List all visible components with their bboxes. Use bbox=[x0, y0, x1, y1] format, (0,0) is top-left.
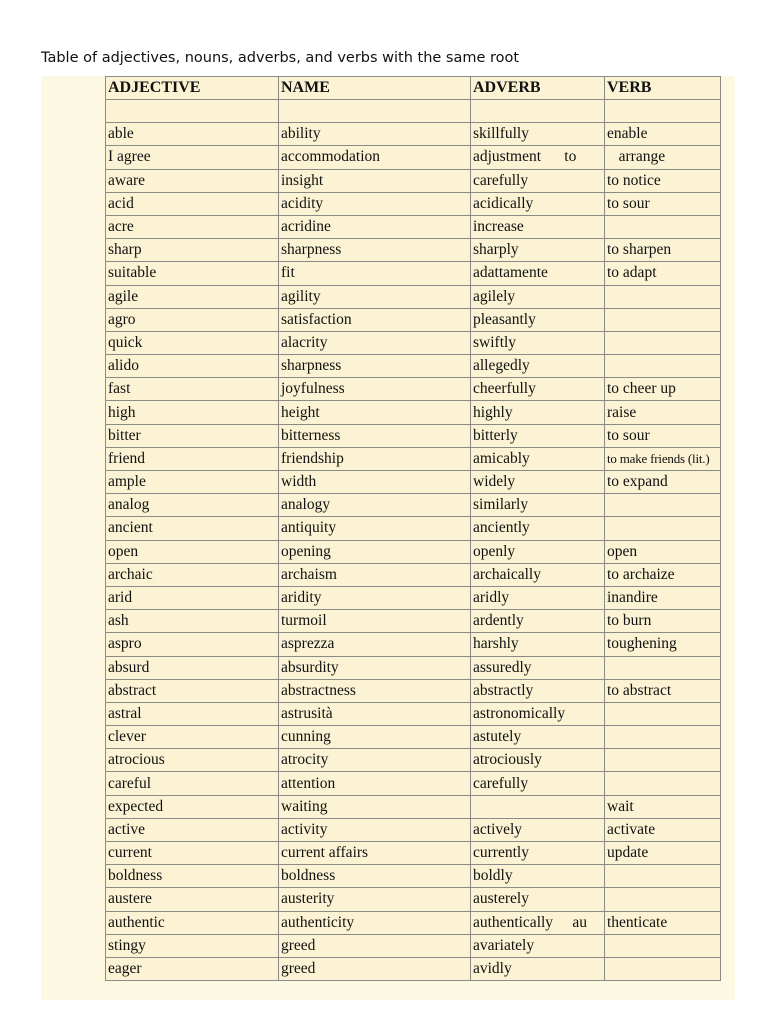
adverb-cell: actively bbox=[471, 818, 605, 841]
adjective-cell: acre bbox=[106, 215, 279, 238]
noun-cell: absurdity bbox=[279, 656, 471, 679]
table-row bbox=[106, 842, 721, 865]
adverb-cell: assuredly bbox=[471, 656, 605, 679]
noun-cell: asprezza bbox=[279, 633, 471, 656]
adjective-cell: friend bbox=[106, 447, 279, 470]
adverb-cell: abstractly bbox=[471, 679, 605, 702]
noun-cell: austerity bbox=[279, 888, 471, 911]
noun-cell: friendship bbox=[279, 447, 471, 470]
verb-cell bbox=[605, 888, 721, 911]
adverb-cell: ardently bbox=[471, 610, 605, 633]
adjective-cell: bitter bbox=[106, 424, 279, 447]
adverb-cell: aridly bbox=[471, 586, 605, 609]
verb-cell: inandire bbox=[605, 586, 721, 609]
adverb-cell: highly bbox=[471, 401, 605, 424]
table-row bbox=[106, 123, 721, 146]
verb-cell bbox=[605, 331, 721, 354]
table-row bbox=[106, 471, 721, 494]
noun-cell: analogy bbox=[279, 494, 471, 517]
verb-cell: to notice bbox=[605, 169, 721, 192]
noun-cell: insight bbox=[279, 169, 471, 192]
table-row bbox=[106, 192, 721, 215]
table-row bbox=[106, 355, 721, 378]
adjective-cell: analog bbox=[106, 494, 279, 517]
adjective-cell: archaic bbox=[106, 563, 279, 586]
verb-cell: to expand bbox=[605, 471, 721, 494]
adjective-cell: careful bbox=[106, 772, 279, 795]
adverb-cell: atrociously bbox=[471, 749, 605, 772]
verb-cell: to cheer up bbox=[605, 378, 721, 401]
table-row bbox=[106, 911, 721, 934]
noun-cell: alacrity bbox=[279, 331, 471, 354]
adjective-cell: high bbox=[106, 401, 279, 424]
noun-cell: attention bbox=[279, 772, 471, 795]
table-row bbox=[106, 656, 721, 679]
noun-cell: satisfaction bbox=[279, 308, 471, 331]
word-root-table bbox=[105, 76, 721, 981]
noun-cell: greed bbox=[279, 957, 471, 980]
verb-cell bbox=[605, 285, 721, 308]
verb-cell bbox=[605, 726, 721, 749]
table-row bbox=[106, 540, 721, 563]
adjective-cell: eager bbox=[106, 957, 279, 980]
adjective-cell: authentic bbox=[106, 911, 279, 934]
table-header-row bbox=[106, 77, 721, 100]
noun-cell: acidity bbox=[279, 192, 471, 215]
table-body bbox=[106, 100, 721, 981]
verb-cell: to burn bbox=[605, 610, 721, 633]
adjective-cell: current bbox=[106, 842, 279, 865]
noun-cell: authenticity bbox=[279, 911, 471, 934]
verb-cell: to archaize bbox=[605, 563, 721, 586]
noun-cell: astrusità bbox=[279, 702, 471, 725]
verb-cell: wait bbox=[605, 795, 721, 818]
verb-cell bbox=[605, 355, 721, 378]
verb-cell: toughening bbox=[605, 633, 721, 656]
verb-cell: to abstract bbox=[605, 679, 721, 702]
page-title: Table of adjectives, nouns, adverbs, and verbs with the same root bbox=[41, 50, 520, 66]
adverb-cell: amicably bbox=[471, 447, 605, 470]
noun-cell: boldness bbox=[279, 865, 471, 888]
noun-cell: activity bbox=[279, 818, 471, 841]
adjective-cell: active bbox=[106, 818, 279, 841]
noun-cell: turmoil bbox=[279, 610, 471, 633]
table-row bbox=[106, 610, 721, 633]
verb-cell bbox=[605, 494, 721, 517]
adjective-cell: aware bbox=[106, 169, 279, 192]
adjective-cell: acid bbox=[106, 192, 279, 215]
verb-cell bbox=[605, 215, 721, 238]
verb-cell: update bbox=[605, 842, 721, 865]
table-row bbox=[106, 401, 721, 424]
noun-cell: abstractness bbox=[279, 679, 471, 702]
adverb-cell: austerely bbox=[471, 888, 605, 911]
table-row bbox=[106, 957, 721, 980]
adjective-cell: open bbox=[106, 540, 279, 563]
table-row bbox=[106, 563, 721, 586]
adverb-cell: sharply bbox=[471, 239, 605, 262]
adverb-cell: harshly bbox=[471, 633, 605, 656]
noun-cell: acridine bbox=[279, 215, 471, 238]
noun-cell: bitterness bbox=[279, 424, 471, 447]
table-row bbox=[106, 285, 721, 308]
adjective-cell: suitable bbox=[106, 262, 279, 285]
verb-cell bbox=[605, 934, 721, 957]
adjective-cell: austere bbox=[106, 888, 279, 911]
adjective-cell: stingy bbox=[106, 934, 279, 957]
adverb-cell: boldly bbox=[471, 865, 605, 888]
table-row bbox=[106, 494, 721, 517]
adjective-cell: atrocious bbox=[106, 749, 279, 772]
verb-cell: to adapt bbox=[605, 262, 721, 285]
adverb-cell: increase bbox=[471, 215, 605, 238]
table-row bbox=[106, 331, 721, 354]
table-row bbox=[106, 146, 721, 169]
noun-cell: greed bbox=[279, 934, 471, 957]
adjective-cell: aspro bbox=[106, 633, 279, 656]
adverb-cell: swiftly bbox=[471, 331, 605, 354]
table-row bbox=[106, 934, 721, 957]
adverb-cell: agilely bbox=[471, 285, 605, 308]
noun-cell: fit bbox=[279, 262, 471, 285]
table-row bbox=[106, 702, 721, 725]
adjective-cell: agro bbox=[106, 308, 279, 331]
adverb-cell: bitterly bbox=[471, 424, 605, 447]
noun-cell: sharpness bbox=[279, 355, 471, 378]
noun-cell: atrocity bbox=[279, 749, 471, 772]
noun-cell: archaism bbox=[279, 563, 471, 586]
table-row bbox=[106, 772, 721, 795]
adjective-cell: able bbox=[106, 123, 279, 146]
adverb-cell: carefully bbox=[471, 772, 605, 795]
adverb-cell: astronomically bbox=[471, 702, 605, 725]
adverb-cell: avidly bbox=[471, 957, 605, 980]
verb-cell bbox=[605, 772, 721, 795]
verb-cell: enable bbox=[605, 123, 721, 146]
table-row bbox=[106, 586, 721, 609]
table-row bbox=[106, 749, 721, 772]
header-verb: VERB bbox=[605, 77, 721, 100]
verb-cell bbox=[605, 957, 721, 980]
verb-cell: raise bbox=[605, 401, 721, 424]
adjective-cell: arid bbox=[106, 586, 279, 609]
table-row bbox=[106, 378, 721, 401]
verb-cell: to sour bbox=[605, 192, 721, 215]
adverb-cell: authentically au bbox=[471, 911, 605, 934]
table-row bbox=[106, 262, 721, 285]
verb-cell bbox=[605, 517, 721, 540]
adjective-cell: astral bbox=[106, 702, 279, 725]
adverb-cell: adattamente bbox=[471, 262, 605, 285]
noun-cell: ability bbox=[279, 123, 471, 146]
noun-cell: height bbox=[279, 401, 471, 424]
adverb-cell bbox=[471, 100, 605, 123]
adverb-cell: anciently bbox=[471, 517, 605, 540]
adjective-cell: ancient bbox=[106, 517, 279, 540]
noun-cell: sharpness bbox=[279, 239, 471, 262]
verb-cell bbox=[605, 656, 721, 679]
adverb-cell: cheerfully bbox=[471, 378, 605, 401]
noun-cell: waiting bbox=[279, 795, 471, 818]
table-row bbox=[106, 726, 721, 749]
noun-cell: cunning bbox=[279, 726, 471, 749]
verb-cell: thenticate bbox=[605, 911, 721, 934]
adverb-cell: skillfully bbox=[471, 123, 605, 146]
noun-cell: antiquity bbox=[279, 517, 471, 540]
verb-cell: to sharpen bbox=[605, 239, 721, 262]
verb-cell bbox=[605, 865, 721, 888]
table-row bbox=[106, 795, 721, 818]
adverb-cell: similarly bbox=[471, 494, 605, 517]
adverb-cell: avariately bbox=[471, 934, 605, 957]
table-row bbox=[106, 308, 721, 331]
adjective-cell: ash bbox=[106, 610, 279, 633]
verb-cell: arrange bbox=[605, 146, 721, 169]
verb-cell: to make friends (lit.) bbox=[605, 447, 721, 470]
header-adjective: ADJECTIVE bbox=[106, 77, 279, 100]
adverb-cell: openly bbox=[471, 540, 605, 563]
adjective-cell: boldness bbox=[106, 865, 279, 888]
verb-cell bbox=[605, 749, 721, 772]
adjective-cell: alido bbox=[106, 355, 279, 378]
adjective-cell: I agree bbox=[106, 146, 279, 169]
verb-cell: activate bbox=[605, 818, 721, 841]
adjective-cell: ample bbox=[106, 471, 279, 494]
verb-cell bbox=[605, 702, 721, 725]
verb-cell bbox=[605, 100, 721, 123]
noun-cell: opening bbox=[279, 540, 471, 563]
noun-cell bbox=[279, 100, 471, 123]
noun-cell: width bbox=[279, 471, 471, 494]
adjective-cell: clever bbox=[106, 726, 279, 749]
verb-cell: open bbox=[605, 540, 721, 563]
table-row bbox=[106, 215, 721, 238]
adjective-cell: fast bbox=[106, 378, 279, 401]
noun-cell: agility bbox=[279, 285, 471, 308]
adjective-cell: agile bbox=[106, 285, 279, 308]
noun-cell: current affairs bbox=[279, 842, 471, 865]
table-row bbox=[106, 888, 721, 911]
adjective-cell: quick bbox=[106, 331, 279, 354]
adjective-cell: absurd bbox=[106, 656, 279, 679]
adjective-cell: expected bbox=[106, 795, 279, 818]
noun-cell: aridity bbox=[279, 586, 471, 609]
table-row bbox=[106, 818, 721, 841]
adverb-cell: pleasantly bbox=[471, 308, 605, 331]
table-row bbox=[106, 424, 721, 447]
adjective-cell bbox=[106, 100, 279, 123]
adverb-cell: widely bbox=[471, 471, 605, 494]
table-row bbox=[106, 100, 721, 123]
table-row bbox=[106, 865, 721, 888]
noun-cell: joyfulness bbox=[279, 378, 471, 401]
table-row bbox=[106, 633, 721, 656]
adjective-cell: abstract bbox=[106, 679, 279, 702]
adverb-cell: allegedly bbox=[471, 355, 605, 378]
table-row bbox=[106, 169, 721, 192]
verb-cell bbox=[605, 308, 721, 331]
adverb-cell: currently bbox=[471, 842, 605, 865]
verb-cell: to sour bbox=[605, 424, 721, 447]
adverb-cell: adjustment to bbox=[471, 146, 605, 169]
adjective-cell: sharp bbox=[106, 239, 279, 262]
table-row bbox=[106, 239, 721, 262]
table-row bbox=[106, 679, 721, 702]
header-adverb: ADVERB bbox=[471, 77, 605, 100]
adverb-cell: carefully bbox=[471, 169, 605, 192]
adverb-cell bbox=[471, 795, 605, 818]
noun-cell: accommodation bbox=[279, 146, 471, 169]
table-row bbox=[106, 517, 721, 540]
header-name: NAME bbox=[279, 77, 471, 100]
table-row bbox=[106, 447, 721, 470]
adverb-cell: astutely bbox=[471, 726, 605, 749]
adverb-cell: acidically bbox=[471, 192, 605, 215]
adverb-cell: archaically bbox=[471, 563, 605, 586]
